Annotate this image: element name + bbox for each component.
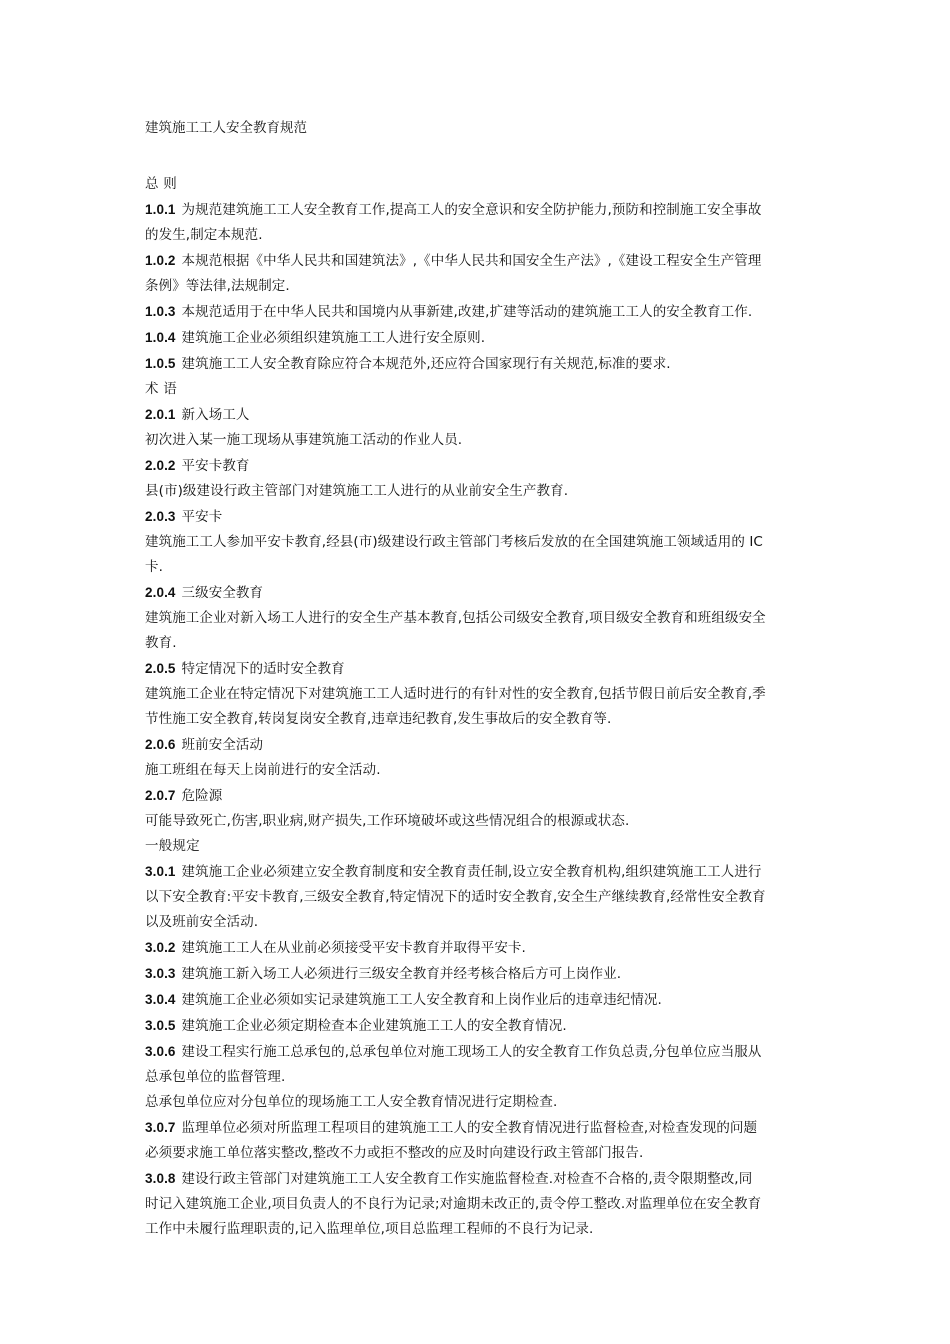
line-text: 本规范适用于在中华人民共和国境内从事新建,改建,扩建等活动的建筑施工工人的安全教育工作.	[181, 304, 753, 320]
text-line	[145, 428, 813, 453]
line-text: 建设行政主管部门对建筑施工工人安全教育工作实施监督检查.对检查不合格的,责令限期整改,同	[181, 1171, 753, 1187]
line-text: 本规范根据《中华人民共和国建筑法》,《中华人民共和国安全生产法》,《建设工程安全生产管理	[181, 253, 762, 269]
clause-line	[145, 732, 813, 758]
section-heading	[145, 172, 813, 197]
text-line	[145, 631, 813, 656]
line-text: 建筑施工企业必须建立安全教育制度和安全教育责任制,设立安全教育机构,组织建筑施工工人进行	[181, 864, 762, 880]
clause-number: 3.0.2	[145, 940, 176, 955]
clause-line	[145, 935, 813, 961]
clause-line	[145, 580, 813, 606]
line-text: 建筑施工企业对新入场工人进行的安全生产基本教育,包括公司级安全教育,项目级安全教育和班组级安全	[145, 610, 766, 626]
section-heading	[145, 834, 813, 859]
line-text: 特定情况下的适时安全教育	[181, 661, 345, 677]
clause-line	[145, 859, 813, 885]
clause-number: 2.0.4	[145, 585, 176, 600]
line-text: 危险源	[181, 788, 223, 804]
section-heading	[145, 377, 813, 402]
clause-number: 2.0.6	[145, 737, 176, 752]
line-text: 三级安全教育	[181, 585, 264, 601]
clause-line	[145, 248, 813, 274]
clause-line	[145, 402, 813, 428]
text-line	[145, 1217, 813, 1242]
line-text: 建筑施工工人参加平安卡教育,经县(市)级建设行政主管部门考核后发放的在全国建筑施工领域适用的 IC	[145, 534, 763, 550]
line-text: 总承包单位应对分包单位的现场施工工人安全教育情况进行定期检查.	[145, 1094, 558, 1110]
line-text: 施工班组在每天上岗前进行的安全活动.	[145, 762, 381, 778]
text-line	[145, 274, 813, 299]
clause-number: 2.0.2	[145, 458, 176, 473]
clause-line	[145, 351, 813, 377]
clause-line	[145, 504, 813, 530]
line-text: 条例》等法律,法规制定.	[145, 278, 290, 294]
line-text: 建筑施工企业必须组织建筑施工工人进行安全原则.	[181, 330, 486, 346]
text-line	[145, 885, 813, 910]
text-line	[145, 223, 813, 248]
text-line	[145, 682, 813, 707]
clause-number: 1.0.4	[145, 330, 176, 345]
clause-line	[145, 1115, 813, 1141]
clause-number: 2.0.1	[145, 407, 176, 422]
clause-line	[145, 1039, 813, 1065]
line-text: 卡.	[145, 559, 163, 575]
text-line	[145, 1141, 813, 1166]
clause-line	[145, 325, 813, 351]
clause-number: 1.0.1	[145, 202, 176, 217]
line-text: 总承包单位的监督管理.	[145, 1069, 286, 1085]
text-line	[145, 707, 813, 732]
line-text: 以及班前安全活动.	[145, 914, 259, 930]
text-line	[145, 606, 813, 631]
clause-number: 3.0.7	[145, 1120, 176, 1135]
line-text: 建筑施工工人安全教育除应符合本规范外,还应符合国家现行有关规范,标准的要求.	[181, 356, 671, 372]
text-line	[145, 910, 813, 935]
line-text: 建设工程实行施工总承包的,总承包单位对施工现场工人的安全教育工作负总责,分包单位应当服从	[181, 1044, 762, 1060]
clause-number: 3.0.6	[145, 1044, 176, 1059]
line-text: 建筑施工企业必须定期检查本企业建筑施工工人的安全教育情况.	[181, 1018, 567, 1034]
document-text	[145, 172, 813, 1242]
line-text: 总 则	[145, 176, 177, 192]
clause-number: 1.0.5	[145, 356, 176, 371]
clause-number: 1.0.3	[145, 304, 176, 319]
text-line	[145, 479, 813, 504]
clause-line	[145, 197, 813, 223]
clause-line	[145, 783, 813, 809]
text-line	[145, 555, 813, 580]
clause-number: 2.0.5	[145, 661, 176, 676]
line-text: 建筑施工工人在从业前必须接受平安卡教育并取得平安卡.	[181, 940, 526, 956]
line-text: 新入场工人	[181, 407, 250, 423]
clause-number: 2.0.3	[145, 509, 176, 524]
line-text: 初次进入某一施工现场从事建筑施工活动的作业人员.	[145, 432, 463, 448]
line-text: 以下安全教育:平安卡教育,三级安全教育,特定情况下的适时安全教育,安全生产继续教育,经常性安全教育	[145, 889, 766, 905]
text-line	[145, 530, 813, 555]
clause-number: 2.0.7	[145, 788, 176, 803]
line-text: 可能导致死亡,伤害,职业病,财产损失,工作环境破坏或这些情况组合的根源或状态.	[145, 813, 630, 829]
line-text: 节性施工安全教育,转岗复岗安全教育,违章违纪教育,发生事故后的安全教育等.	[145, 711, 612, 727]
line-text: 监理单位必须对所监理工程项目的建筑施工工人的安全教育情况进行监督检查,对检查发现的问题	[181, 1120, 758, 1136]
line-text: 必须要求施工单位落实整改,整改不力或拒不整改的应及时向建设行政主管部门报告.	[145, 1145, 644, 1161]
line-text: 平安卡教育	[181, 458, 250, 474]
clause-line	[145, 961, 813, 987]
clause-number: 3.0.3	[145, 966, 176, 981]
line-text: 一般规定	[145, 838, 200, 854]
clause-line	[145, 299, 813, 325]
document-body	[145, 118, 813, 1242]
line-text: 建筑施工新入场工人必须进行三级安全教育并经考核合格后方可上岗作业.	[181, 966, 622, 982]
document-title: 建筑施工工人安全教育规范	[145, 120, 307, 136]
clause-number: 3.0.4	[145, 992, 176, 1007]
line-text: 工作中未履行监理职责的,记入监理单位,项目总监理工程师的不良行为记录.	[145, 1221, 594, 1237]
line-text: 建筑施工企业在特定情况下对建筑施工工人适时进行的有针对性的安全教育,包括节假日前后安全教育,季	[145, 686, 766, 702]
line-text: 时记入建筑施工企业,项目负责人的不良行为记录;对逾期未改正的,责令停工整改.对监理单位在安全教育	[145, 1196, 762, 1212]
clause-number: 1.0.2	[145, 253, 176, 268]
line-text: 建筑施工企业必须如实记录建筑施工工人安全教育和上岗作业后的违章违纪情况.	[181, 992, 662, 1008]
line-text: 术 语	[145, 381, 177, 397]
line-text: 平安卡	[181, 509, 223, 525]
text-line	[145, 1090, 813, 1115]
clause-line	[145, 656, 813, 682]
text-line	[145, 758, 813, 783]
line-text: 班前安全活动	[181, 737, 264, 753]
clause-number: 3.0.5	[145, 1018, 176, 1033]
line-text: 的发生,制定本规范.	[145, 227, 263, 243]
line-text: 县(市)级建设行政主管部门对建筑施工工人进行的从业前安全生产教育.	[145, 483, 569, 499]
line-text: 教育.	[145, 635, 177, 651]
text-line	[145, 1065, 813, 1090]
clause-number: 3.0.8	[145, 1171, 176, 1186]
clause-line	[145, 1013, 813, 1039]
clause-line	[145, 987, 813, 1013]
text-line	[145, 1192, 813, 1217]
clause-line	[145, 1166, 813, 1192]
clause-line	[145, 453, 813, 479]
text-line	[145, 809, 813, 834]
line-text: 为规范建筑施工工人安全教育工作,提高工人的安全意识和安全防护能力,预防和控制施工安全事故	[181, 202, 762, 218]
clause-number: 3.0.1	[145, 864, 176, 879]
